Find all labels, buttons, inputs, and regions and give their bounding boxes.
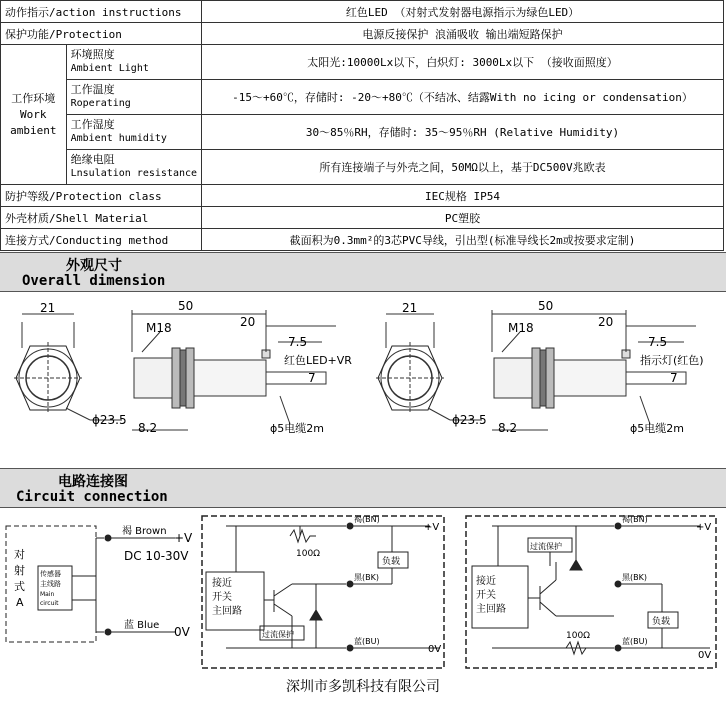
dim-82-left: 8.2 — [138, 421, 158, 435]
spec-row-action — [1, 1, 724, 23]
a-box-3: Main — [40, 591, 55, 598]
led-label-right: 指示灯(红色) — [640, 354, 704, 367]
spec-row-protection — [1, 23, 724, 45]
a-blue: 蓝 Blue — [124, 620, 160, 631]
b-main-2: 开关 — [212, 592, 232, 603]
c-main-1: 接近 — [476, 576, 496, 587]
conn-value: 截面积为0.3mm²的3芯PVC导线，引出型(标准导线长2m或按要求定制) — [202, 229, 724, 251]
temp-value: -15～+60℃，存储时: -20～+80℃（不结冰、结露With no icing or condensation） — [202, 80, 724, 115]
dim-21-left: 21 — [40, 301, 56, 315]
spec-row-light — [1, 45, 724, 80]
dim-50-left: 50 — [178, 299, 194, 313]
a-box-1: 传感器 — [40, 570, 61, 578]
c-bk: 黑(BK) — [622, 573, 647, 582]
class-value: IEC规格 IP54 — [202, 185, 724, 207]
dim-7-left: 7 — [308, 371, 316, 385]
a-box-2: 主线路 — [40, 580, 61, 588]
b-res: 100Ω — [296, 549, 321, 559]
c-zero-v: 0V — [698, 650, 712, 661]
spec-row-humid — [1, 115, 724, 150]
dia-235-left: ϕ23.5 — [92, 413, 127, 427]
b-overcurrent: 过流保护 — [262, 630, 294, 639]
c-load: 负载 — [652, 617, 671, 627]
dim-75-right: 7.5 — [648, 335, 668, 349]
spec-row-temp — [1, 80, 724, 115]
b-main-3: 主回路 — [212, 606, 242, 617]
b-bn: 褐(BN) — [354, 515, 380, 524]
work-group-en1: Work — [20, 107, 47, 121]
c-overcurrent: 过流保护 — [530, 542, 562, 551]
work-group-zh: 工作环境 — [11, 91, 56, 105]
dia-235-right: ϕ23.5 — [452, 413, 487, 427]
cable-label-left: ϕ5电缆2m — [270, 422, 324, 435]
action-label: 动作指示/action instructions — [1, 1, 202, 23]
c-main-2: 开关 — [476, 590, 496, 601]
circuit-header — [0, 468, 726, 508]
a-side-1: 对 — [14, 548, 25, 561]
protection-label: 保护功能/Protection — [1, 23, 202, 45]
front-view-right — [376, 314, 482, 420]
circuit-drawing — [0, 508, 726, 674]
cable-label-right: ϕ5电缆2m — [630, 422, 684, 435]
a-dc: DC 10-30V — [124, 549, 189, 563]
a-side-3: 式 — [14, 580, 25, 593]
dim-21-right: 21 — [402, 301, 418, 315]
conn-label: 连接方式/Conducting method — [1, 229, 202, 251]
led-label-left: 红色LED+VR — [284, 354, 352, 367]
circuit-title-zh: 电路连接图 — [58, 474, 128, 490]
temp-label: 工作温度 Roperating — [66, 80, 201, 115]
dim-50-right: 50 — [538, 299, 554, 313]
circuit-title-en: Circuit connection — [16, 489, 168, 505]
c-bu: 蓝(BU) — [622, 637, 648, 646]
action-value: 红色LED （对射式发射器电源指示为绿色LED） — [202, 1, 724, 23]
a-side-4: A — [16, 596, 24, 609]
spec-row-insul — [1, 150, 724, 185]
light-label: 环境照度 Ambient Light — [66, 45, 201, 80]
circuit-c — [466, 516, 716, 668]
insul-label: 绝缘电阻 Lnsulation resistance — [66, 150, 201, 185]
b-load: 负载 — [382, 557, 401, 567]
b-zero-v: 0V — [428, 644, 442, 655]
thread-right: M18 — [508, 321, 534, 335]
dim-82-right: 8.2 — [498, 421, 518, 435]
spec-row-class — [1, 185, 724, 207]
a-side-2: 射 — [14, 564, 25, 577]
dim-20-right: 20 — [598, 315, 614, 329]
c-plus-v: +V — [696, 522, 712, 533]
dimension-title-en: Overall dimension — [22, 273, 166, 289]
c-res: 100Ω — [566, 631, 591, 641]
humid-value: 30～85％RH，存储时: 35～95％RH (Relative Humidity) — [202, 115, 724, 150]
dim-7-right: 7 — [670, 371, 678, 385]
dimension-title-zh: 外观尺寸 — [66, 258, 122, 274]
b-bu: 蓝(BU) — [354, 637, 380, 646]
work-group-en2: ambient — [10, 123, 57, 137]
insul-value: 所有连接端子与外壳之间，50MΩ以上，基于DC500V兆欧表 — [202, 150, 724, 185]
b-main-1: 接近 — [212, 578, 232, 589]
c-bn: 褐(BN) — [622, 515, 648, 524]
shell-value: PC塑胶 — [202, 207, 724, 229]
b-plus-v: +V — [424, 522, 440, 533]
circuit-b — [202, 516, 444, 668]
thread-left: M18 — [146, 321, 172, 335]
b-bk: 黑(BK) — [354, 573, 379, 582]
shell-label: 外壳材质/Shell Material — [1, 207, 202, 229]
protection-value: 电源反接保护 浪涌吸收 输出端短路保护 — [202, 23, 724, 45]
spec-table — [0, 0, 724, 251]
a-box-4: circuit — [40, 600, 59, 607]
humid-label: 工作湿度 Ambient humidity — [66, 115, 201, 150]
a-brown: 褐 Brown — [122, 526, 167, 537]
c-main-3: 主回路 — [476, 604, 506, 615]
a-plus-v: +V — [174, 531, 193, 545]
company-footer: 深圳市多凯科技有限公司 — [286, 679, 440, 695]
spec-row-conn — [1, 229, 724, 251]
dimension-drawing — [0, 292, 726, 466]
dim-20-left: 20 — [240, 315, 256, 329]
spec-row-shell — [1, 207, 724, 229]
work-group-cell — [1, 45, 67, 185]
dim-75-left: 7.5 — [288, 335, 308, 349]
a-zero-v: 0V — [174, 625, 190, 639]
front-view-left — [14, 314, 122, 420]
dimension-header — [0, 252, 726, 292]
light-value: 太阳光:10000Lx以下，白炽灯: 3000Lx以下 （接收面照度） — [202, 45, 724, 80]
class-label: 防护等级/Protection class — [1, 185, 202, 207]
